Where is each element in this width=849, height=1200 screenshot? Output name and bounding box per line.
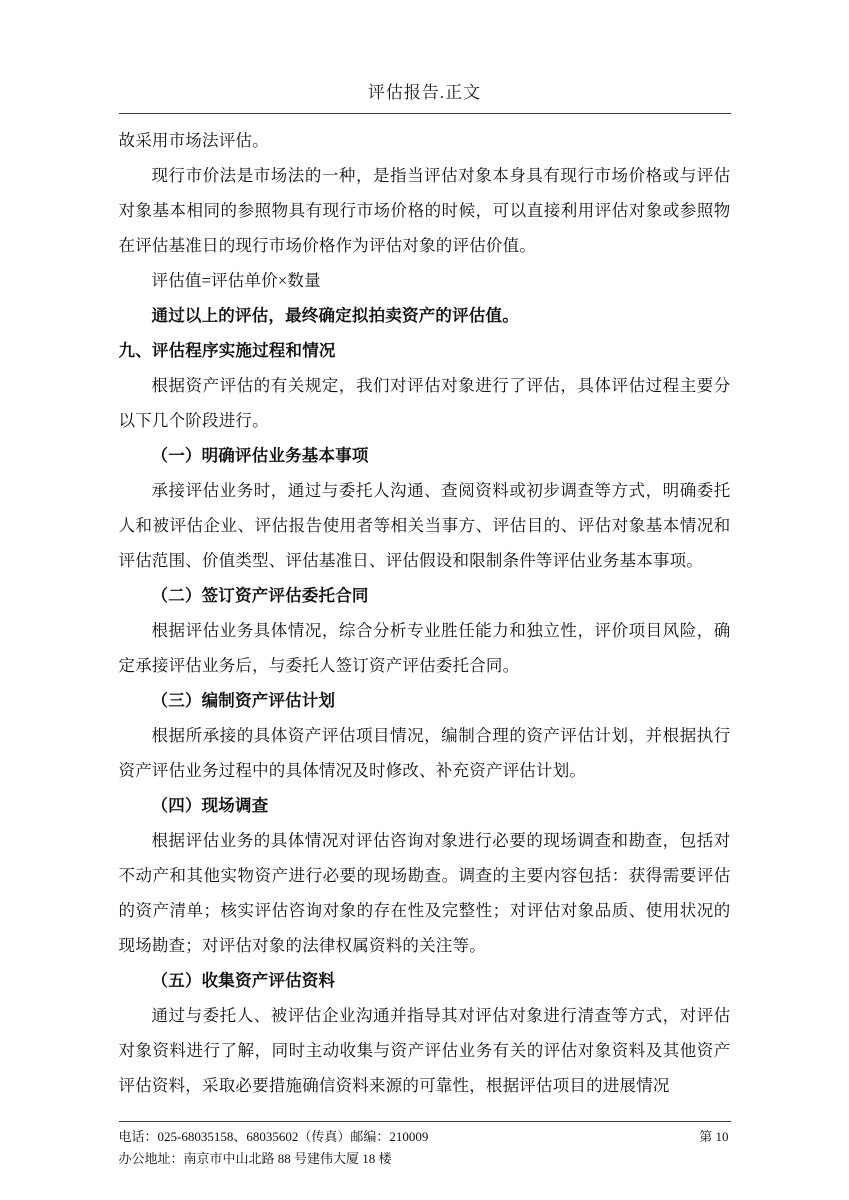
subsection-heading: （二）签订资产评估委托合同: [151, 586, 369, 605]
subsection-heading: （四）现场调查: [151, 796, 269, 815]
page-number: 第 10: [699, 1129, 729, 1144]
subsection-heading: （一）明确评估业务基本事项: [151, 446, 369, 465]
paragraph: 根据评估业务的具体情况对评估咨询对象进行必要的现场调查和勘查，包括对不动产和其他实物资产进行必要的现场勘查。调查的主要内容包括：获得需要评估的资产清单；核实评估咨询对象的存在性及完整性；对评估对象品质、使用状况的现场勘查；对评估对象的法律权属资料的关注等。: [118, 831, 731, 955]
footer-address-line: 办公地址：南京市中山北路 88 号建伟大厦 18 楼: [118, 1151, 392, 1166]
paragraph: 承接评估业务时，通过与委托人沟通、查阅资料或初步调查等方式，明确委托人和被评估企业、评估报告使用者等相关当事方、评估目的、评估对象基本情况和评估范围、价值类型、评估基准日、评估假设和限制条件等评估业务基本事项。: [118, 481, 731, 570]
paragraph: 通过与委托人、被评估企业沟通并指导其对评估对象进行清查等方式，对评估对象资料进行了解，同时主动收集与资产评估业务有关的评估对象资料及其他资产评估资料，采取必要措施确信资料来源的可靠性，根据评估项目的进展情况: [118, 1006, 731, 1095]
paragraph: 现行市价法是市场法的一种，是指当评估对象本身具有现行市场价格或与评估对象基本相同的参照物具有现行市场价格的时候，可以直接利用评估对象或参照物在评估基准日的现行市场价格作为评估对象的评估价值。: [118, 166, 731, 255]
section-heading: 九、评估程序实施过程和情况: [118, 341, 336, 360]
footer-phone-line: 电话：025-68035158、68035602（传真）邮编：210009: [118, 1129, 429, 1144]
footer-divider: [119, 1121, 731, 1122]
paragraph: 根据资产评估的有关规定，我们对评估对象进行了评估，具体评估过程主要分以下几个阶段进行。: [118, 376, 731, 430]
paragraph: 根据评估业务具体情况，综合分析专业胜任能力和独立性，评价项目风险，确定承接评估业务后，与委托人签订资产评估委托合同。: [118, 621, 731, 675]
page-header-title: 评估报告.正文: [367, 83, 482, 102]
footer-contact: [119, 1126, 429, 1170]
paragraph: 通过以上的评估，最终确定拟拍卖资产的评估值。: [151, 306, 519, 325]
subsection-heading: （五）收集资产评估资料: [151, 971, 336, 990]
paragraph: 评估值=评估单价×数量: [151, 271, 321, 290]
page-footer: [119, 1121, 731, 1200]
paragraph: 故采用市场法评估。: [118, 131, 269, 150]
subsection-heading: （三）编制资产评估计划: [151, 691, 336, 710]
document-body: [119, 114, 731, 1103]
paragraph: 根据所承接的具体资产评估项目情况，编制合理的资产评估计划，并根据执行资产评估业务过程中的具体情况及时修改、补充资产评估计划。: [118, 726, 731, 780]
